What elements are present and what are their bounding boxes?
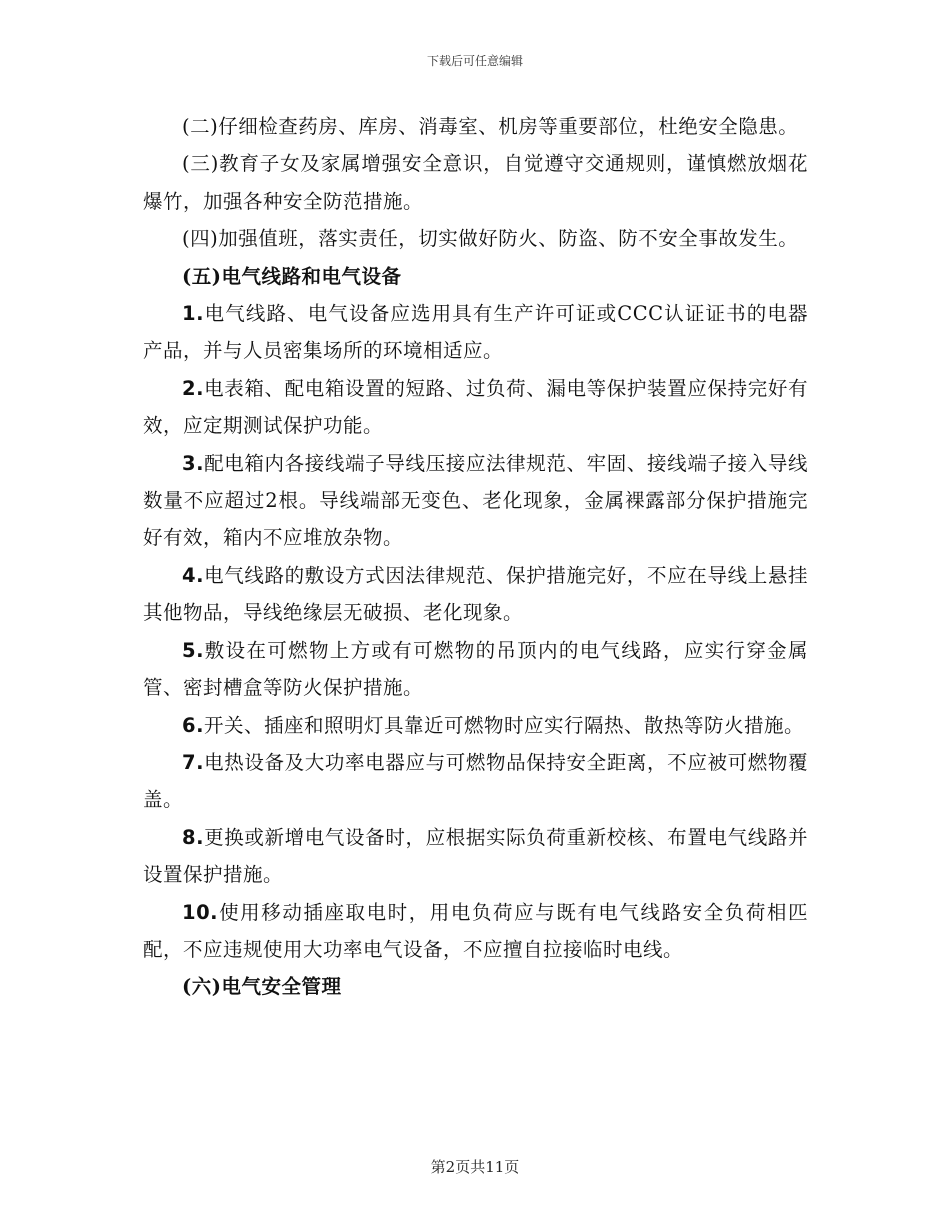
paragraph [143, 220, 808, 257]
paragraph [143, 108, 808, 145]
section-heading-text: (五)电气线路和电气设备 [182, 264, 402, 288]
item-number: 1. [182, 302, 204, 326]
paragraph [143, 145, 808, 220]
list-item [143, 295, 808, 370]
list-item [143, 632, 808, 707]
section-heading-text: (六)电气安全管理 [182, 975, 342, 999]
paragraph-text: (三)教育子女及家属增强安全意识，自觉遵守交通规则，谨慎燃放烟花爆竹，加强各种安全防范措施。 [143, 152, 808, 213]
item-number: 5. [182, 638, 204, 662]
item-number: 7. [182, 750, 204, 774]
section-heading [143, 258, 808, 295]
list-item [143, 445, 808, 557]
page-footer: 第2页共11页 [430, 1158, 520, 1176]
item-text: 电气线路、电气设备应选用具有生产许可证或CCC认证证书的电器产品，并与人员密集场所的环境相适应。 [143, 302, 808, 363]
document-body [143, 108, 808, 1006]
list-item [143, 894, 808, 969]
item-text: 使用移动插座取电时，用电负荷应与既有电气线路安全负荷相匹配，不应违规使用大功率电气设备，不应擅自拉接临时电线。 [143, 900, 808, 961]
item-number: 8. [182, 825, 204, 849]
item-number: 4. [182, 563, 204, 587]
item-text: 敷设在可燃物上方或有可燃物的吊顶内的电气线路，应实行穿金属管、密封槽盒等防火保护措施。 [143, 638, 808, 700]
item-number: 3. [182, 451, 204, 475]
item-text: 电表箱、配电箱设置的短路、过负荷、漏电等保护装置应保持完好有效，应定期测试保护功能。 [143, 376, 808, 438]
paragraph-text: (二)仔细检查药房、库房、消毒室、机房等重要部位，杜绝安全隐患。 [182, 115, 799, 138]
list-item [143, 819, 808, 894]
list-item [143, 370, 808, 445]
item-text: 电热设备及大功率电器应与可燃物品保持安全距离，不应被可燃物覆盖。 [143, 750, 808, 812]
item-text: 开关、插座和照明灯具靠近可燃物时应实行隔热、散热等防火措施。 [203, 713, 804, 737]
section-heading [143, 968, 808, 1005]
item-text: 电气线路的敷设方式因法律规范、保护措施完好，不应在导线上悬挂其他物品，导线绝缘层无破损、老化现象。 [143, 563, 808, 625]
item-text: 配电箱内各接线端子导线压接应法律规范、牢固、接线端子接入导线数量不应超过2根。导线端部无变色、老化现象，金属裸露部分保护措施完好有效，箱内不应堆放杂物。 [143, 451, 808, 550]
item-number: 2. [182, 376, 204, 400]
paragraph-text: (四)加强值班，落实责任，切实做好防火、防盗、防不安全事故发生。 [182, 227, 799, 251]
list-item [143, 744, 808, 819]
item-number: 6. [182, 713, 204, 737]
list-item [143, 707, 808, 744]
item-number: 10. [182, 900, 219, 924]
page-header: 下载后可任意编辑 [426, 54, 523, 68]
list-item [143, 557, 808, 632]
item-text: 更换或新增电气设备时，应根据实际负荷重新校核、布置电气线路并设置保护措施。 [143, 825, 808, 887]
